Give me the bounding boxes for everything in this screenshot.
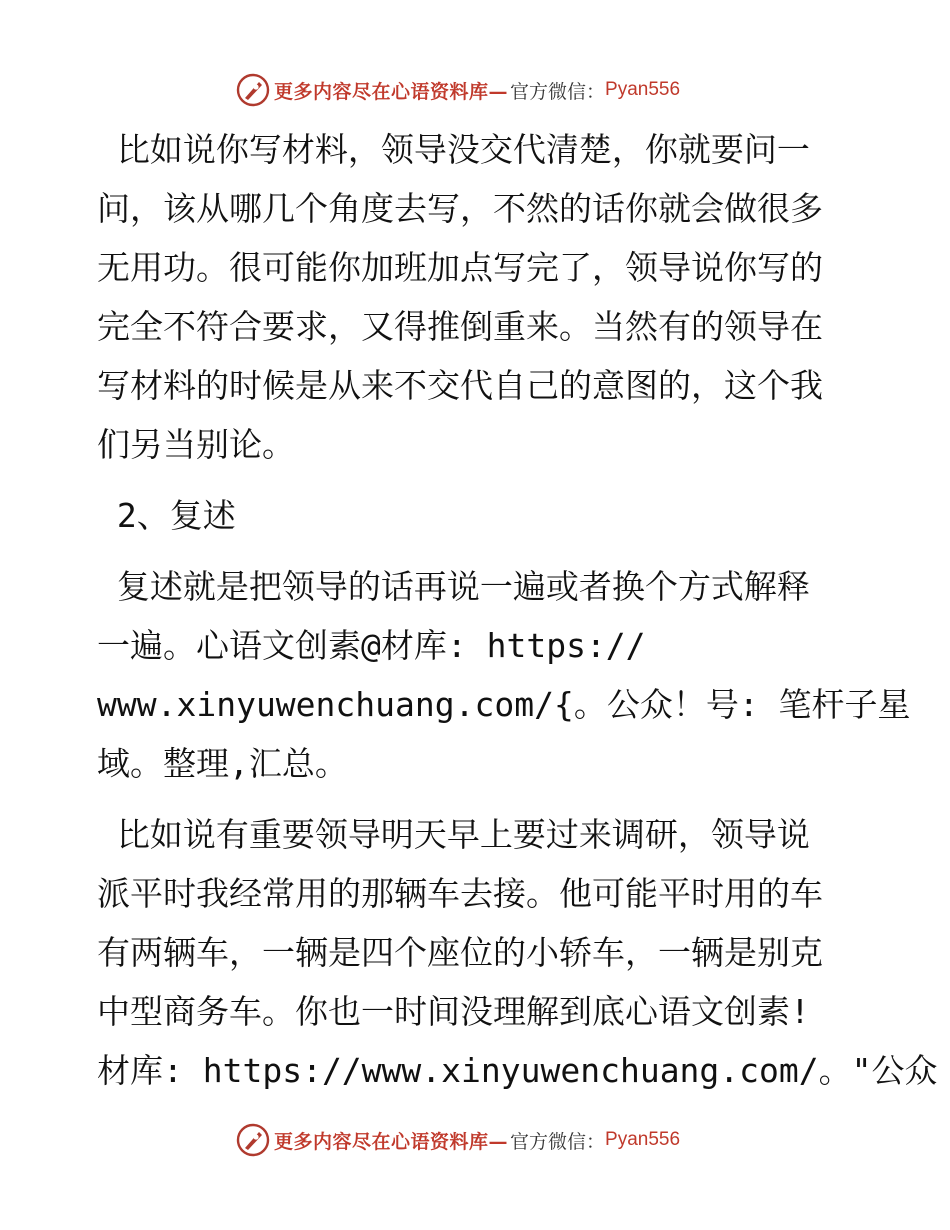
document-body bbox=[97, 120, 938, 1100]
header-tagline: 更多内容尽在心语资料库— bbox=[274, 80, 509, 103]
text-line: 派平时我经常用的那辆车去接。他可能平时用的车 bbox=[97, 874, 823, 913]
footer-wechat-label: 官方微信： bbox=[510, 1130, 606, 1153]
text-line: 比如说有重要领导明天早上要过来调研，领导说 bbox=[97, 815, 810, 854]
header-wechat-label: 官方微信： bbox=[510, 80, 606, 103]
text-line: 有两辆车，一辆是四个座位的小轿车，一辆是别克 bbox=[97, 933, 823, 972]
text-line: 比如说你写材料，领导没交代清楚，你就要问一 bbox=[97, 130, 810, 169]
footer-tagline: 更多内容尽在心语资料库— bbox=[274, 1130, 509, 1153]
text-line: 们另当别论。 bbox=[97, 425, 295, 464]
text-line: 问，该从哪几个角度去写，不然的话你就会做很多 bbox=[97, 189, 823, 228]
header-banner bbox=[236, 72, 756, 108]
text-line: www.xinyuwenchuang.com/{。公众！号: 笔杆子星 bbox=[97, 685, 911, 724]
text-line: 材库: https://www.xinyuwenchuang.com/。"公众 bbox=[97, 1051, 938, 1090]
paragraph-3 bbox=[97, 805, 938, 1100]
paragraph-1 bbox=[97, 120, 857, 474]
footer-banner bbox=[236, 1122, 756, 1158]
footer-wechat-id: Pyan556 bbox=[605, 1129, 681, 1150]
text-line: 复述就是把领导的话再说一遍或者换个方式解释 bbox=[97, 567, 810, 606]
section-heading: 2、复述 bbox=[97, 496, 236, 535]
quill-logo-icon bbox=[236, 73, 270, 107]
text-line: 无用功。很可能你加班加点写完了，领导说你写的 bbox=[97, 248, 823, 287]
text-line: 域。整理,汇总。 bbox=[97, 744, 348, 783]
quill-logo-icon bbox=[236, 1123, 270, 1157]
text-line: 完全不符合要求，又得推倒重来。当然有的领导在 bbox=[97, 307, 823, 346]
header-wechat-id: Pyan556 bbox=[605, 79, 681, 100]
paragraph-2 bbox=[97, 557, 911, 793]
text-line: 中型商务车。你也一时间没理解到底心语文创素! bbox=[97, 992, 810, 1031]
text-line: 写材料的时候是从来不交代自己的意图的，这个我 bbox=[97, 366, 823, 405]
text-line: 一遍。心语文创素@材库: https:// bbox=[97, 626, 646, 665]
